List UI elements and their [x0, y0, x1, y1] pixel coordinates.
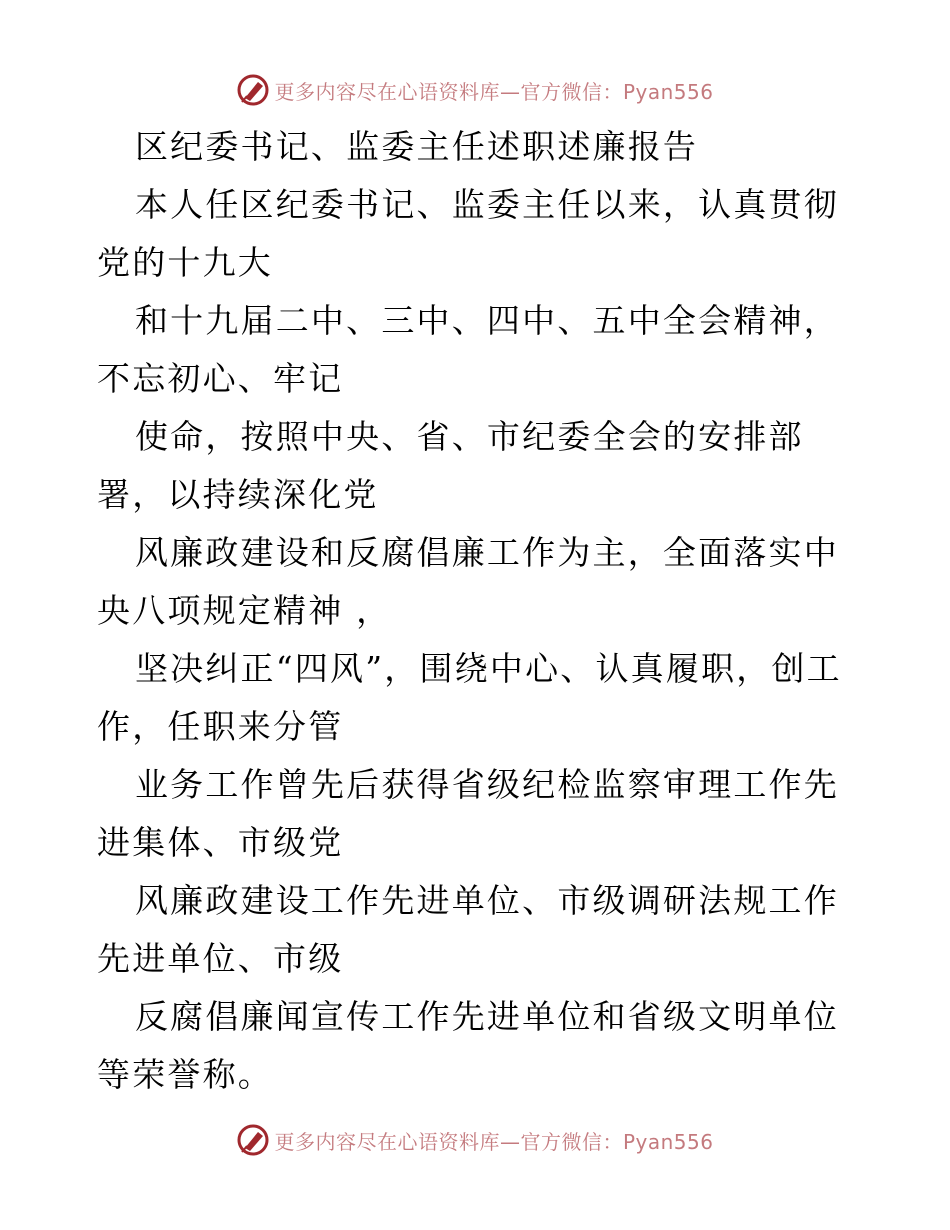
header-watermark-banner [0, 70, 950, 110]
paragraph: 风廉政建设工作先进单位、市级调研法规工作先进单位、市级 [97, 881, 839, 978]
document-body [97, 118, 852, 1104]
pen-nib-circle-icon [236, 1123, 270, 1157]
paragraph: 使命，按照中央、省、市纪委全会的安排部署，以持续深化党 [97, 417, 804, 514]
pen-nib-circle-icon [236, 73, 270, 107]
paragraph: 和十九届二中、三中、四中、五中全会精神，不忘初心、牢记 [97, 301, 839, 398]
paragraph: 业务工作曾先后获得省级纪检监察审理工作先进集体、市级党 [97, 765, 839, 862]
watermark-text: 更多内容尽在心语资料库—官方微信：Pyan556 [274, 1129, 714, 1154]
paragraph: 本人任区纪委书记、监委主任以来，认真贯彻党的十九大 [97, 185, 839, 282]
paragraph: 风廉政建设和反腐倡廉工作为主，全面落实中央八项规定精神 ， [97, 533, 839, 630]
document-title: 区纪委书记、监委主任述职述廉报告 [134, 127, 699, 166]
paragraph: 坚决纠正“四风”，围绕中心、认真履职，创工作，任职来分管 [97, 649, 842, 746]
watermark-text: 更多内容尽在心语资料库—官方微信：Pyan556 [274, 79, 714, 104]
footer-watermark-banner [0, 1120, 950, 1160]
paragraph: 反腐倡廉闻宣传工作先进单位和省级文明单位等荣誉称。 [97, 997, 839, 1094]
